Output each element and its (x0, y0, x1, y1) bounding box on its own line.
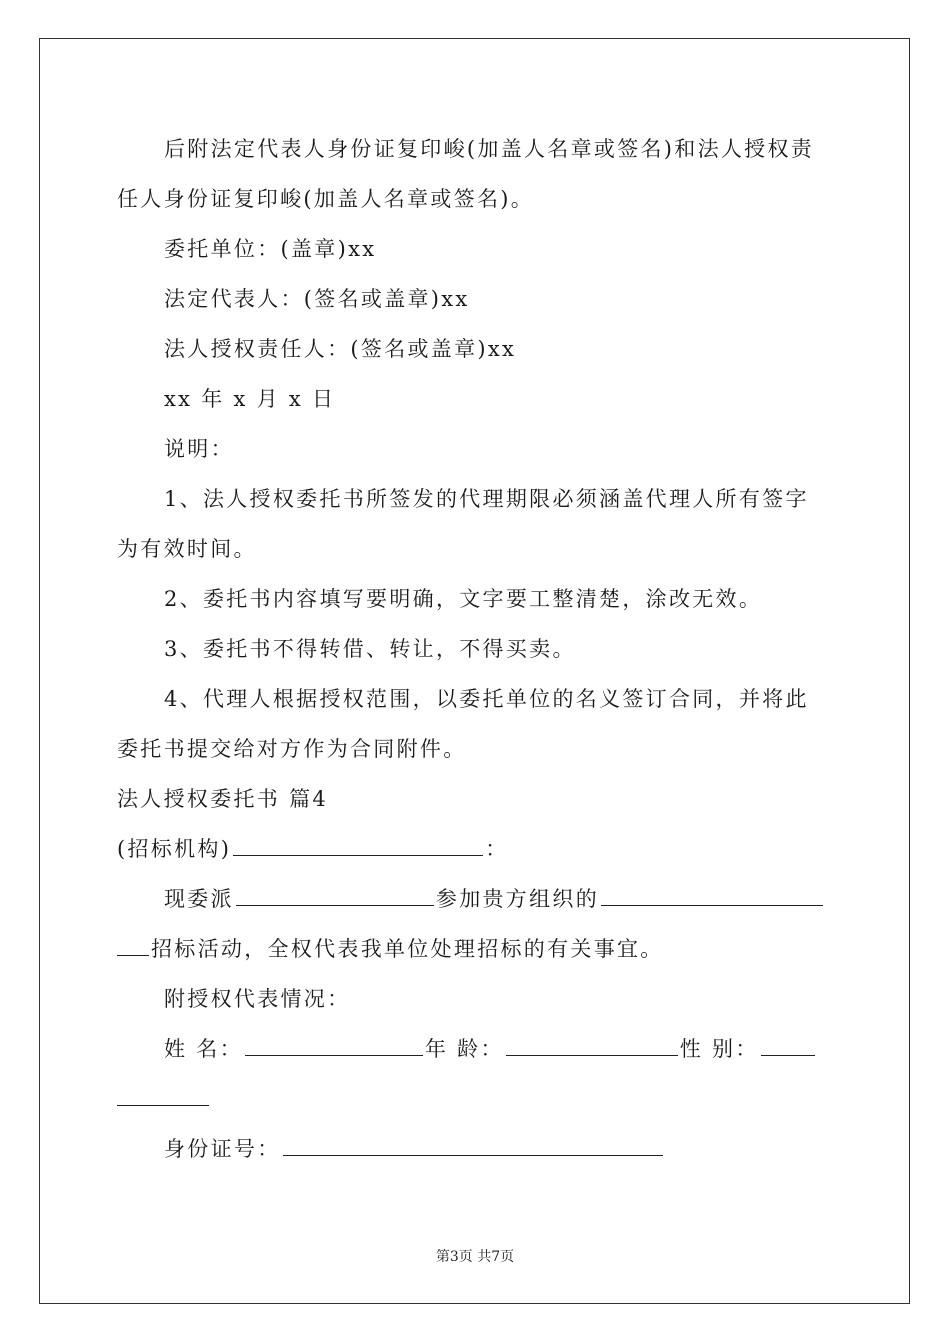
gender-label: 性 别： (679, 1037, 759, 1061)
assign-suffix: 招标活动，全权代表我单位处理招标的有关事宜。 (151, 937, 664, 961)
assign-line1 (117, 874, 833, 924)
assign-middle: 参加贵方组织的 (435, 887, 600, 911)
notes-heading: 说明： (164, 437, 234, 461)
note-1-line1: 1、法人授权委托书所签发的代理期限必须涵盖代理人所有签字 (164, 487, 809, 511)
delegate-info-line (117, 1024, 833, 1074)
date-line: xx 年 x 月 x 日 (164, 387, 336, 411)
tender-org-label: (招标机构) (117, 837, 232, 861)
name-blank[interactable] (245, 1035, 423, 1056)
tender-org-colon: ： (485, 837, 509, 861)
entrusting-unit: 委托单位：(盖章)xx (164, 237, 377, 261)
note-4-line2: 委托书提交给对方作为合同附件。 (117, 737, 467, 761)
tender-org-line (117, 824, 833, 874)
tender-project-blank-cont[interactable] (117, 935, 149, 956)
note-1-line2: 为有效时间。 (117, 537, 257, 561)
legal-representative: 法定代表人：(签名或盖章)xx (164, 287, 470, 311)
document-body (117, 124, 833, 1174)
id-number-blank[interactable] (283, 1135, 663, 1156)
assign-prefix: 现委派 (164, 887, 234, 911)
age-blank[interactable] (506, 1035, 678, 1056)
tender-project-blank[interactable] (601, 885, 823, 906)
age-label: 年 龄： (424, 1037, 504, 1061)
gender-blank-cont-line (117, 1074, 833, 1124)
tender-org-blank[interactable] (233, 835, 483, 856)
paragraph-attachment-line1: 后附法定代表人身份证复印峻(加盖人名章或签名)和法人授权责 (164, 137, 815, 161)
paragraph-attachment-line2: 任人身份证复印峻(加盖人名章或签名)。 (117, 187, 535, 211)
note-3: 3、委托书不得转借、转让，不得买卖。 (164, 637, 576, 661)
section-title: 法人授权委托书 篇4 (117, 787, 329, 811)
gender-blank-cont[interactable] (117, 1085, 209, 1106)
name-label: 姓 名： (164, 1037, 243, 1061)
attach-heading: 附授权代表情况： (164, 987, 351, 1011)
id-number-line (117, 1124, 833, 1174)
id-number-label: 身份证号： (164, 1137, 281, 1161)
note-2: 2、委托书内容填写要明确，文字要工整清楚，涂改无效。 (164, 587, 763, 611)
authorized-person: 法人授权责任人：(签名或盖章)xx (164, 337, 517, 361)
assign-line2 (117, 924, 833, 974)
note-4-line1: 4、代理人根据授权范围，以委托单位的名义签订合同，并将此 (164, 687, 809, 711)
page-footer: 第3页 共7页 (435, 1249, 515, 1265)
gender-blank[interactable] (761, 1035, 815, 1056)
delegate-name-blank[interactable] (236, 885, 434, 906)
